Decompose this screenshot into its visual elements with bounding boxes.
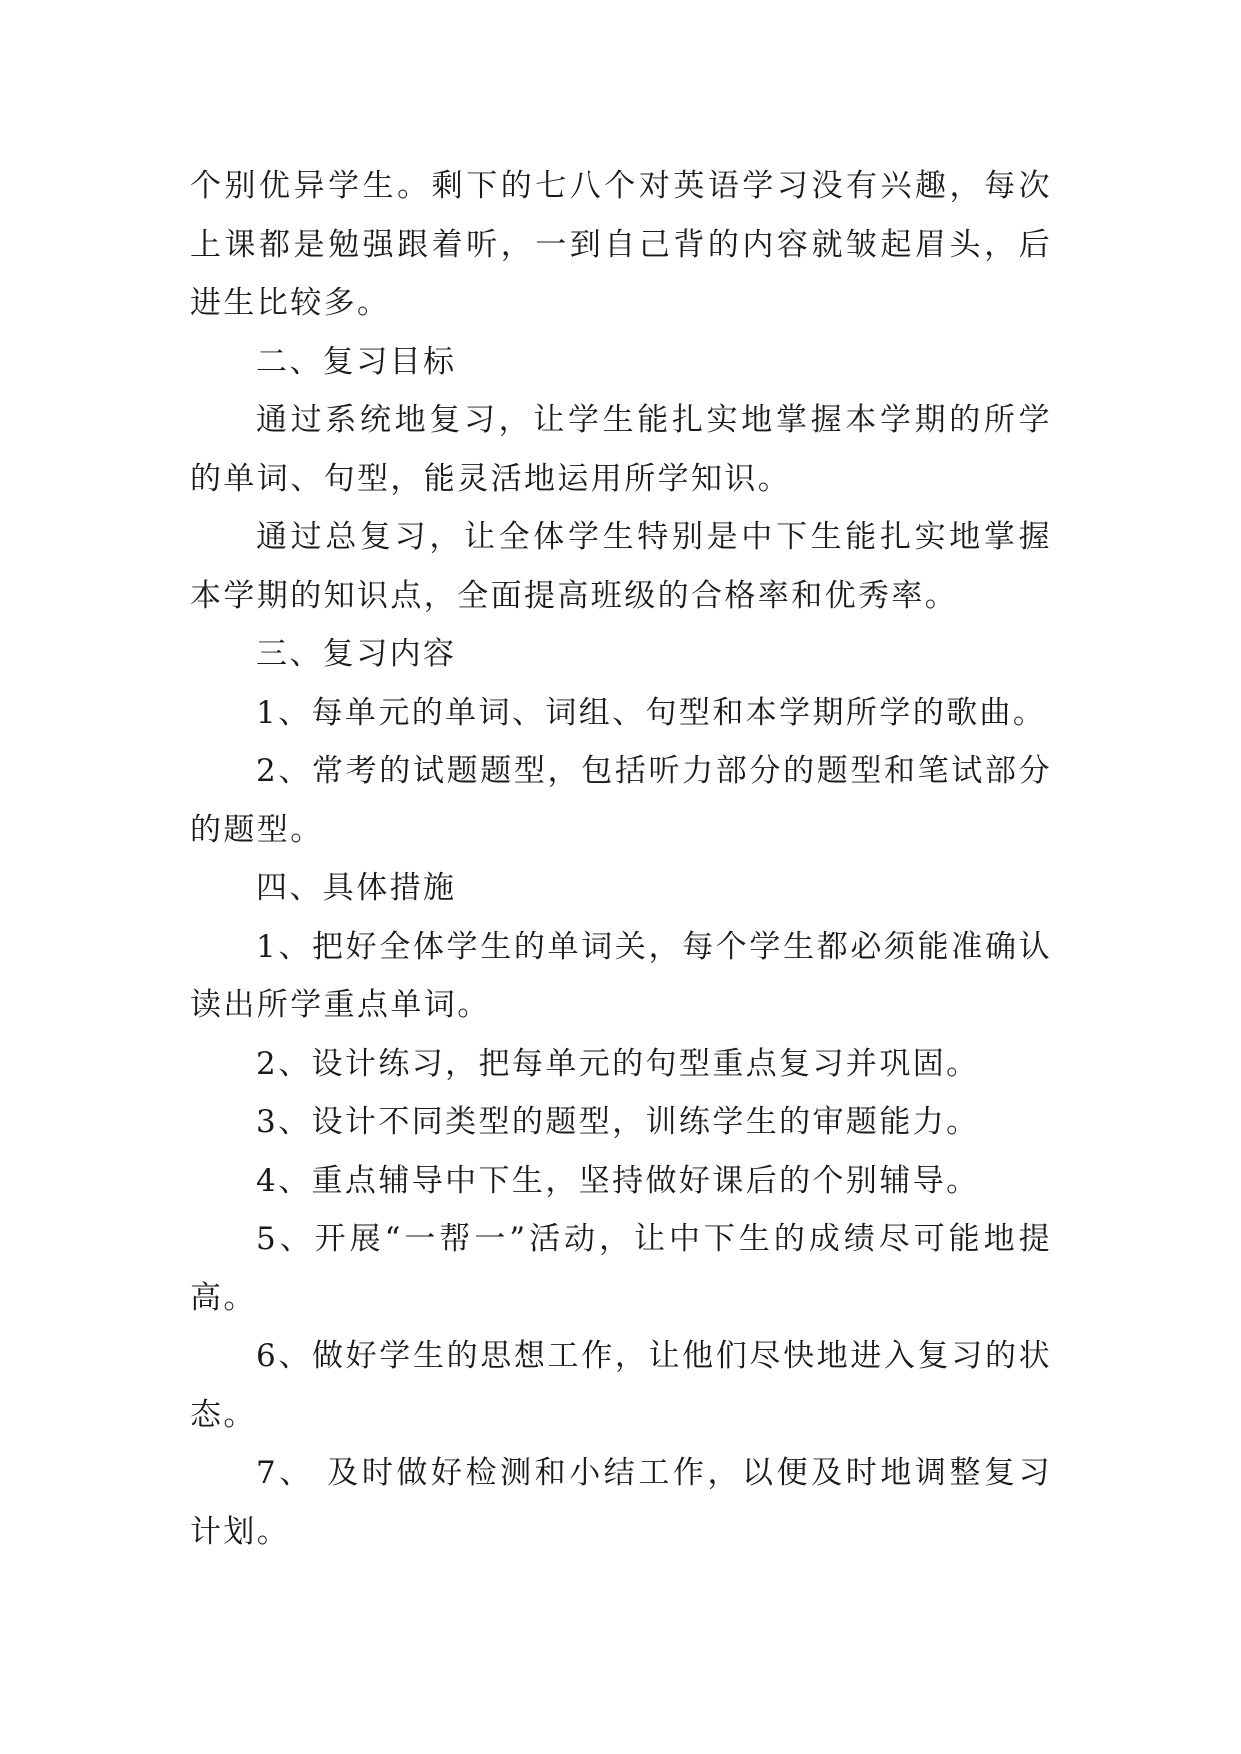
paragraph-goal-1: 通过系统地复习，让学生能扎实地掌握本学期的所学的单词、句型，能灵活地运用所学知识。 <box>190 402 1052 497</box>
list-item-measure-4: 4、重点辅导中下生，坚持做好课后的个别辅导。 <box>256 1162 980 1199</box>
section-heading-measures: 四、具体措施 <box>256 870 457 906</box>
section-heading-review-content: 三、复习内容 <box>256 636 457 672</box>
document-body <box>190 157 1052 1561</box>
list-item-measure-3: 3、设计不同类型的题型，训练学生的审题能力。 <box>256 1104 980 1140</box>
list-item-content-2: 2、常考的试题题型，包括听力部分的题型和笔试部分的题型。 <box>190 753 1052 848</box>
list-item-measure-1: 1、把好全体学生的单词关，每个学生都必须能准确认读出所学重点单词。 <box>190 928 1052 1023</box>
paragraph-goal-2: 通过总复习，让全体学生特别是中下生能扎实地掌握本学期的知识点，全面提高班级的合格率和优秀率。 <box>190 519 1052 614</box>
paragraph-continuation: 个别优异学生。剩下的七八个对英语学习没有兴趣，每次上课都是勉强跟着听，一到自己背的内容就皱起眉头，后进生比较多。 <box>190 168 1052 321</box>
list-item-measure-6: 6、做好学生的思想工作，让他们尽快地进入复习的状态。 <box>190 1338 1052 1433</box>
list-item-measure-7: 7、 及时做好检测和小结工作，以便及时地调整复习计划。 <box>190 1455 1052 1550</box>
list-item-measure-2: 2、设计练习，把每单元的句型重点复习并巩固。 <box>256 1045 980 1082</box>
list-item-measure-5: 5、开展“一帮一”活动，让中下生的成绩尽可能地提高。 <box>190 1221 1052 1316</box>
list-item-content-1: 1、每单元的单词、词组、句型和本学期所学的歌曲。 <box>256 694 1047 731</box>
section-heading-review-goals: 二、复习目标 <box>256 343 457 380</box>
